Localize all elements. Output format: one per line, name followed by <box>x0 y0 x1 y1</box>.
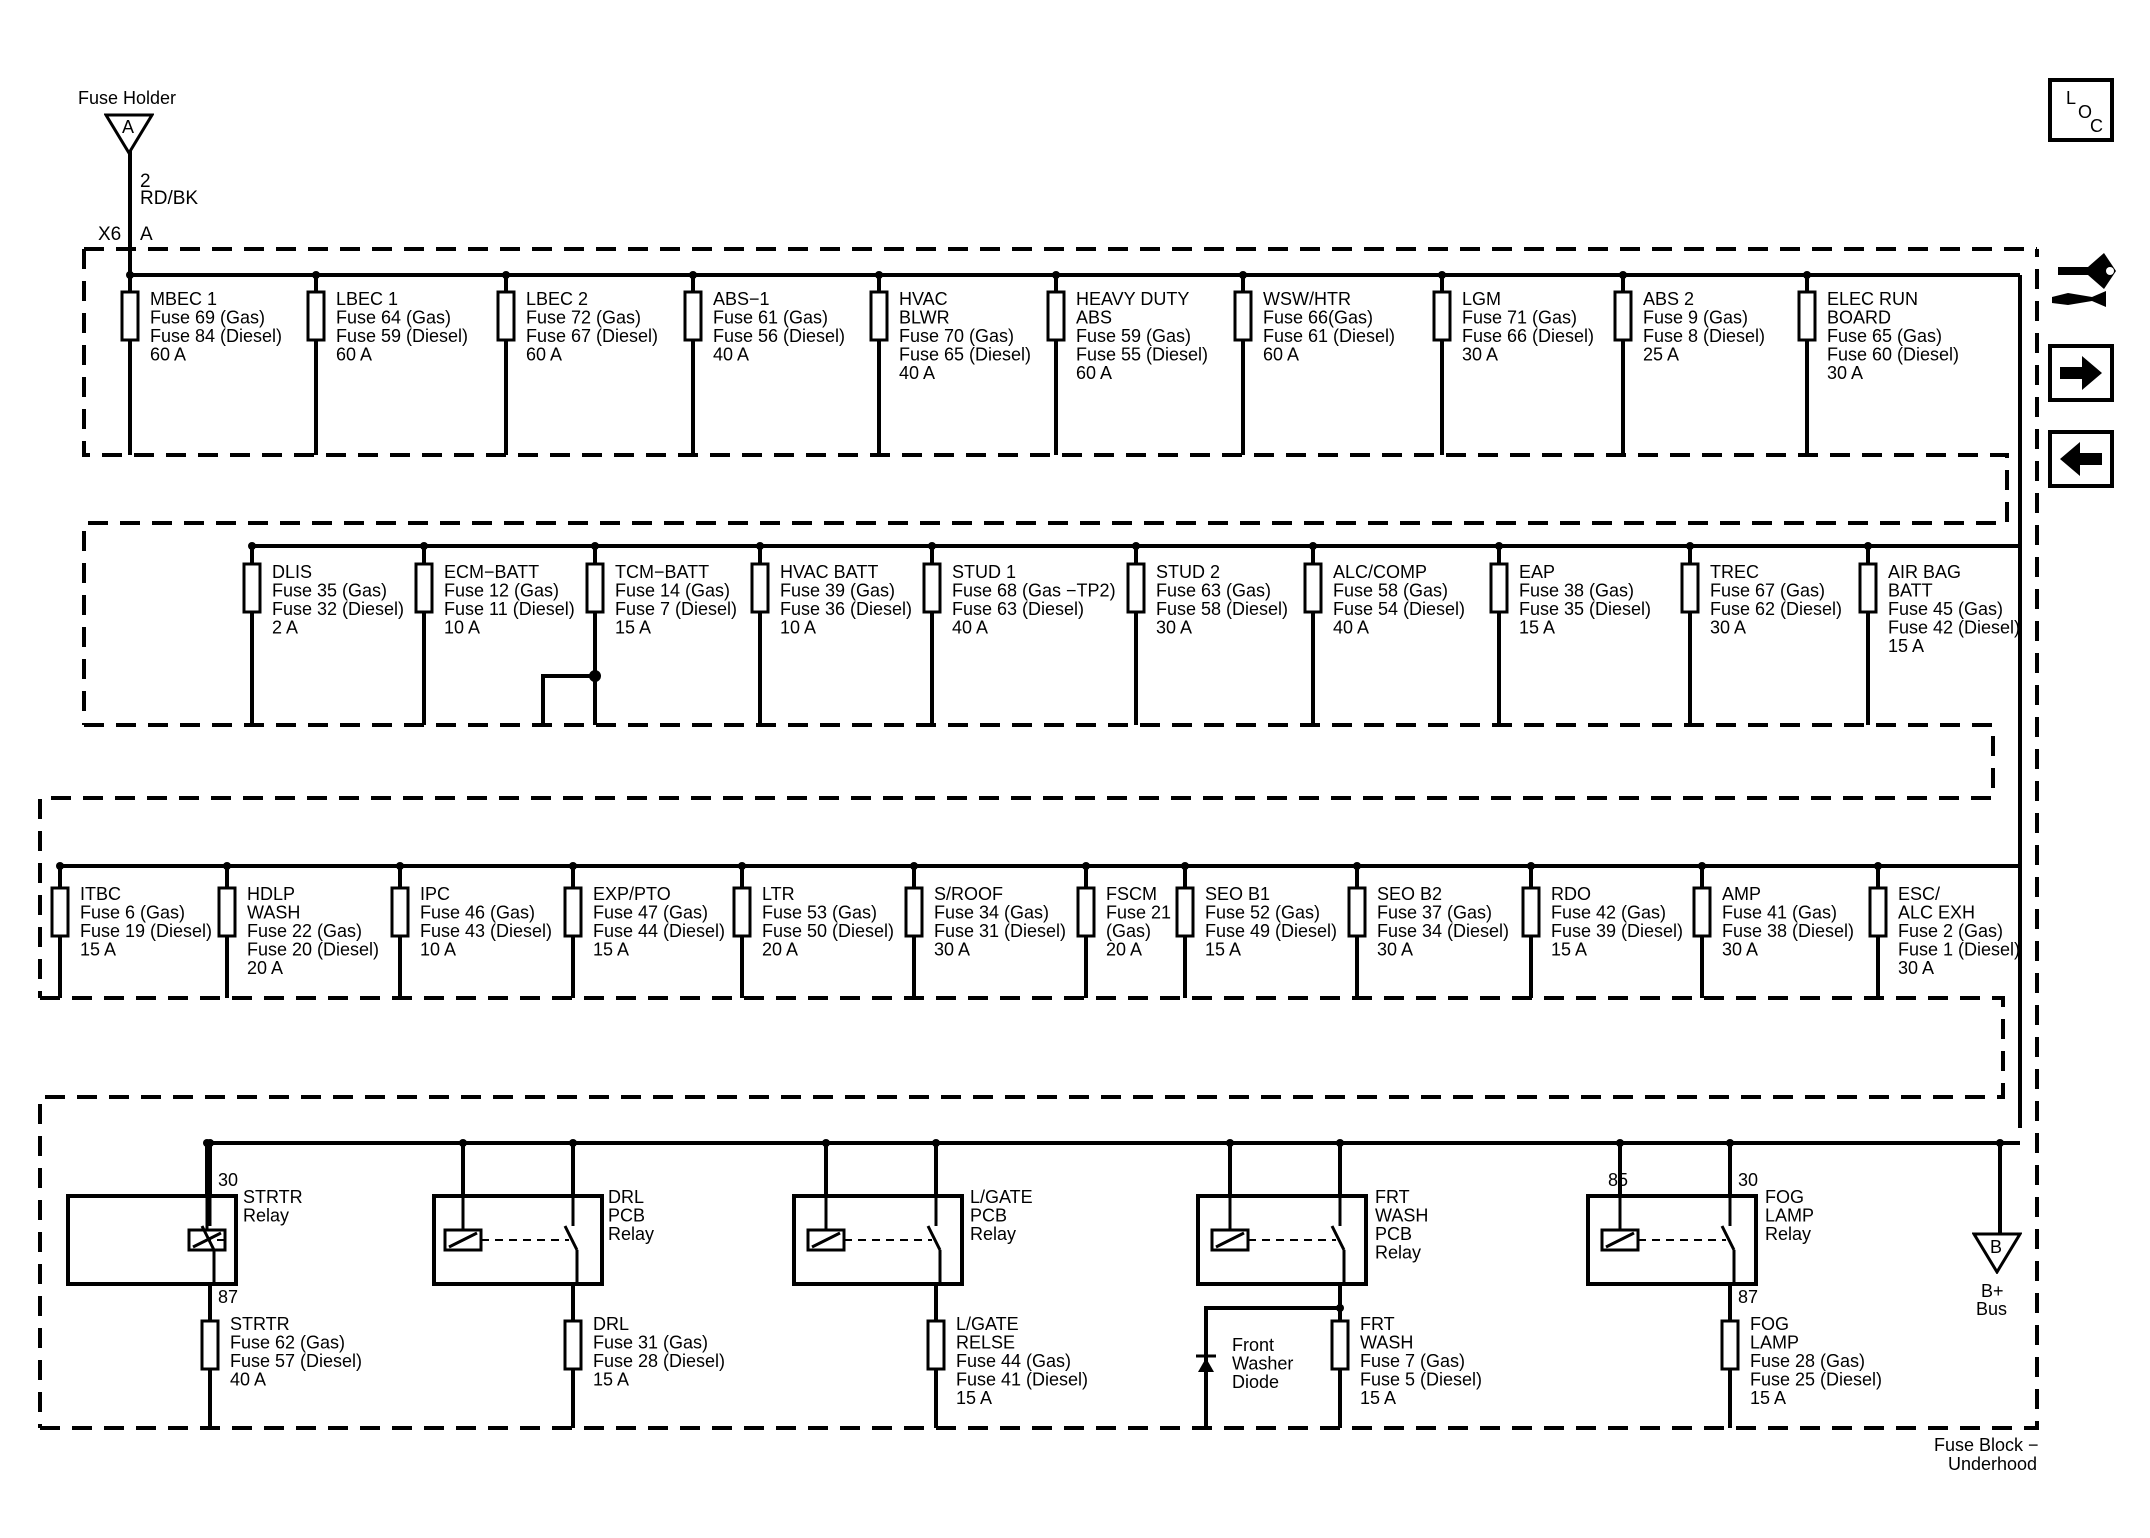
fuse-label-line: ALC EXH <box>1898 902 1976 923</box>
fuse-label-line: 60 A <box>1263 344 1300 365</box>
arrow-left-icon <box>2052 434 2110 484</box>
splice-dot <box>459 1139 467 1147</box>
relay-label-line: DRL <box>608 1187 645 1207</box>
relay-pin-87: 87 <box>218 1287 239 1307</box>
splice-dot <box>248 542 256 550</box>
fuse-label-line: Fuse 58 (Gas) <box>1333 580 1449 601</box>
fuse-label-line: 30 A <box>1710 617 1747 638</box>
splice-dot <box>569 862 577 870</box>
relay-fuse-label-line: 15 A <box>593 1369 630 1390</box>
relay-label-line: FOG <box>1765 1187 1804 1207</box>
fuse-label-line: Fuse 56 (Diesel) <box>713 326 846 346</box>
fuse-icon <box>1722 1321 1738 1369</box>
fuse-holder-connector <box>104 113 154 155</box>
fuse-label-line: 15 A <box>593 939 630 960</box>
splice-dot <box>1996 1139 2004 1147</box>
fuse-label-line: Fuse 65 (Diesel) <box>899 344 1032 365</box>
splice-dot <box>1082 862 1090 870</box>
fuse-label-line: LBEC 1 <box>336 289 399 309</box>
splice-dot <box>1132 542 1140 550</box>
splice-dot <box>1309 542 1317 550</box>
fuse-label-line: Fuse 47 (Gas) <box>593 902 709 923</box>
fuse-label-line: 30 A <box>1377 939 1414 960</box>
relay-pin-87: 87 <box>1738 1287 1759 1307</box>
fuse-label-line: BATT <box>1888 580 1933 601</box>
fuse-label-line: S/ROOF <box>934 884 1004 904</box>
wire-gauge: 2 <box>140 171 151 192</box>
fuse-icon <box>1860 564 1876 612</box>
fuse-label-line: 20 A <box>762 939 799 960</box>
arrow-left-button[interactable] <box>2048 430 2114 488</box>
fuse-label-line: Fuse 39 (Gas) <box>780 580 896 601</box>
relay-fuse-label-line: L/GATE <box>956 1314 1019 1334</box>
fuse-icon <box>734 888 750 936</box>
fuse-label-line: IPC <box>420 884 451 904</box>
splice-dot <box>1052 271 1060 279</box>
relay-fuse-label-line: Fuse 7 (Gas) <box>1360 1351 1466 1371</box>
loc-letter-c: C <box>2090 116 2103 136</box>
fuse-holder-label: Fuse Holder <box>78 88 177 108</box>
fuse-label-line: 30 A <box>1827 363 1864 383</box>
fuse-label-line: Fuse 58 (Diesel) <box>1156 599 1289 619</box>
fuse-label-line: ALC/COMP <box>1333 562 1428 582</box>
splice-dot <box>1616 1139 1624 1147</box>
relay-fuse-label-line: 15 A <box>1750 1388 1787 1408</box>
fuse-label-line: Fuse 65 (Gas) <box>1827 326 1943 346</box>
fuse-label-line: HVAC BATT <box>780 562 879 582</box>
fuse-icon <box>1434 292 1450 340</box>
splice-dot <box>1619 271 1627 279</box>
splice-dot <box>1864 542 1872 550</box>
fuse-label-line: EAP <box>1519 562 1556 582</box>
connector-wrench-icon[interactable] <box>2048 245 2118 325</box>
fuse-label-line: Fuse 6 (Gas) <box>80 902 186 923</box>
relay-fuse-label-line: LAMP <box>1750 1332 1800 1353</box>
fuse-label-line: Fuse 61 (Diesel) <box>1263 326 1396 346</box>
relay-fuse-label-line: 15 A <box>1360 1388 1397 1408</box>
fuse-label-line: Fuse 68 (Gas −TP2) <box>952 580 1116 601</box>
fuse-label-line: Fuse 12 (Gas) <box>444 580 560 601</box>
fuse-label-line: LGM <box>1462 289 1502 309</box>
fuse-label-line: WSW/HTR <box>1263 289 1351 309</box>
fuse-icon <box>1694 888 1710 936</box>
splice-dot <box>1239 271 1247 279</box>
fuse-icon <box>1870 888 1886 936</box>
fuse-icon <box>1349 888 1365 936</box>
fuse-block-label-1: Fuse Block − <box>1934 1435 2039 1455</box>
diode-label-line: Front <box>1232 1335 1275 1355</box>
fuse-icon <box>587 564 603 612</box>
relay-fuse-label-line: Fuse 28 (Gas) <box>1750 1351 1866 1371</box>
fuse-label-line: 30 A <box>1462 344 1499 365</box>
fuse-label-line: Fuse 67 (Gas) <box>1710 580 1826 601</box>
fuse-label-line: Fuse 38 (Diesel) <box>1722 921 1855 941</box>
fuse-icon <box>1235 292 1251 340</box>
splice-dot <box>1726 1139 1734 1147</box>
fuse-icon <box>498 292 514 340</box>
fuse-label-line: (Gas) <box>1106 921 1151 941</box>
splice-dot <box>689 271 697 279</box>
loc-button[interactable] <box>2048 78 2114 142</box>
relay-fuse-label-line: Fuse 44 (Gas) <box>956 1351 1072 1371</box>
block-connector: X6 <box>98 224 122 245</box>
splice-dot <box>396 862 404 870</box>
splice-dot <box>569 1139 577 1147</box>
splice-dot <box>223 862 231 870</box>
fuse-label-line: 30 A <box>1898 958 1935 978</box>
relay-fuse-label-line: Fuse 25 (Diesel) <box>1750 1369 1883 1390</box>
fuse-label-line: 30 A <box>934 939 971 960</box>
fuse-label-line: Fuse 42 (Diesel) <box>1888 617 2021 638</box>
fuse-icon <box>685 292 701 340</box>
wire-color: RD/BK <box>140 188 199 209</box>
splice-dot <box>1495 542 1503 550</box>
fuse-label-line: WASH <box>247 902 301 923</box>
fuse-icon <box>1128 564 1144 612</box>
fuse-label-line: Fuse 35 (Gas) <box>272 580 388 601</box>
splice-dot <box>1336 1139 1344 1147</box>
fuse-label-line: AIR BAG <box>1888 562 1962 582</box>
fuse-icon <box>244 564 260 612</box>
fuse-icon <box>752 564 768 612</box>
splice-dot <box>420 542 428 550</box>
fuse-label-line: 10 A <box>420 939 457 960</box>
fuse-label-line: ABS 2 <box>1643 289 1695 309</box>
relay-label-line: WASH <box>1375 1205 1429 1226</box>
relay-pin-85: 85 <box>1608 1170 1629 1190</box>
fuse-icon <box>219 888 235 936</box>
connector-letter: A <box>122 117 135 137</box>
fuse-label-line: Fuse 71 (Gas) <box>1462 307 1578 328</box>
jumper-wire <box>543 676 595 725</box>
relay-label-line: PCB <box>970 1205 1008 1226</box>
fuse-label-line: Fuse 54 (Diesel) <box>1333 599 1466 619</box>
fuse-label-line: TCM−BATT <box>615 562 710 582</box>
relay-label-line: Relay <box>1375 1242 1422 1263</box>
relay-pin-30: 30 <box>218 1170 239 1190</box>
fuse-icon <box>1177 888 1193 936</box>
fuse-label-line: Fuse 44 (Diesel) <box>593 921 726 941</box>
fuse-icon <box>308 292 324 340</box>
fuse-label-line: 30 A <box>1156 617 1193 638</box>
splice-dot <box>591 542 599 550</box>
fuse-label-line: HEAVY DUTY <box>1076 289 1190 309</box>
fuse-label-line: STUD 1 <box>952 562 1017 582</box>
splice-dot <box>126 271 134 279</box>
fuse-label-line: BLWR <box>899 307 950 328</box>
splice-dot <box>910 862 918 870</box>
fuse-label-line: 10 A <box>780 617 817 638</box>
fuse-label-line: 30 A <box>1722 939 1759 960</box>
fuse-label-line: FSCM <box>1106 884 1157 904</box>
fuse-label-line: Fuse 50 (Diesel) <box>762 921 895 941</box>
fuse-label-line: ELEC RUN <box>1827 289 1919 309</box>
splice-dot <box>1874 862 1882 870</box>
fuse-icon <box>565 888 581 936</box>
splice-dot <box>932 1139 940 1147</box>
fuse-label-line: 60 A <box>336 344 373 365</box>
fuse-label-line: Fuse 43 (Diesel) <box>420 921 553 941</box>
fuse-label-line: STUD 2 <box>1156 562 1221 582</box>
fuse-label-line: Fuse 60 (Diesel) <box>1827 344 1960 365</box>
block-pin: A <box>140 224 153 245</box>
fuse-label-line: 60 A <box>150 344 187 365</box>
splice-dot <box>502 271 510 279</box>
diode-label-line: Washer <box>1232 1353 1294 1374</box>
fuse-label-line: Fuse 41 (Gas) <box>1722 902 1838 923</box>
fuse-label-line: Fuse 62 (Diesel) <box>1710 599 1843 619</box>
fuse-label-line: 2 A <box>272 617 299 638</box>
fuse-label-line: Fuse 34 (Diesel) <box>1377 921 1510 941</box>
fuse-icon <box>52 888 68 936</box>
fuse-icon <box>928 1321 944 1369</box>
fuse-label-line: Fuse 8 (Diesel) <box>1643 326 1766 346</box>
fuse-icon <box>565 1321 581 1369</box>
relay-fuse-label-line: Fuse 57 (Diesel) <box>230 1351 363 1371</box>
fuse-label-line: ITBC <box>80 884 122 904</box>
relay-fuse-label-line: FRT <box>1360 1314 1395 1334</box>
fuse-label-line: Fuse 55 (Diesel) <box>1076 344 1209 365</box>
fuse-label-line: Fuse 66 (Diesel) <box>1462 326 1595 346</box>
splice-dot <box>1686 542 1694 550</box>
bus-letter: B <box>1990 1237 2003 1257</box>
splice-dot <box>1438 271 1446 279</box>
fuse-label-line: Fuse 34 (Gas) <box>934 902 1050 923</box>
fuse-label-line: 15 A <box>1888 636 1925 656</box>
fuse-label-line: Fuse 7 (Diesel) <box>615 599 738 619</box>
diode-icon <box>1198 1358 1214 1372</box>
splice-dot <box>928 542 936 550</box>
bus-connector <box>1972 1232 2022 1274</box>
relay-label-line: L/GATE <box>970 1187 1033 1207</box>
fuse-label-line: LBEC 2 <box>526 289 589 309</box>
bus-label-2: Bus <box>1976 1299 2008 1319</box>
relay-label-line: LAMP <box>1765 1205 1815 1226</box>
relay-fuse-label-line: Fuse 41 (Diesel) <box>956 1369 1089 1390</box>
fuse-label-line: Fuse 42 (Gas) <box>1551 902 1667 923</box>
fuse-label-line: Fuse 84 (Diesel) <box>150 326 283 346</box>
fuse-label-line: 60 A <box>526 344 563 365</box>
fuse-label-line: Fuse 32 (Diesel) <box>272 599 405 619</box>
fuse-label-line: Fuse 67 (Diesel) <box>526 326 659 346</box>
fuse-block-label-2: Underhood <box>1948 1454 2038 1474</box>
fuse-label-line: Fuse 22 (Gas) <box>247 921 363 941</box>
fuse-label-line: Fuse 37 (Gas) <box>1377 902 1493 923</box>
fuse-label-line: 15 A <box>1519 617 1556 638</box>
fuse-label-line: LTR <box>762 884 795 904</box>
relay-fuse-label-line: 40 A <box>230 1369 267 1390</box>
fuse-label-line: Fuse 63 (Diesel) <box>952 599 1085 619</box>
fuse-label-line: Fuse 38 (Gas) <box>1519 580 1635 601</box>
relay-label-line: FRT <box>1375 1187 1410 1207</box>
fuse-label-line: 20 A <box>247 958 284 978</box>
fuse-label-line: Fuse 1 (Diesel) <box>1898 939 2021 960</box>
fuse-label-line: 20 A <box>1106 939 1143 960</box>
fuse-label-line: RDO <box>1551 884 1591 904</box>
fuse-icon <box>871 292 887 340</box>
fuse-label-line: ECM−BATT <box>444 562 540 582</box>
relay-pin-30: 30 <box>1738 1170 1759 1190</box>
fuse-label-line: Fuse 70 (Gas) <box>899 326 1015 346</box>
fuse-label-line: EXP/PTO <box>593 884 671 904</box>
fuse-icon <box>1491 564 1507 612</box>
fuse-label-line: ESC/ <box>1898 884 1941 904</box>
fuse-label-line: Fuse 45 (Gas) <box>1888 599 2004 619</box>
relay-fuse-label-line: Fuse 28 (Diesel) <box>593 1351 726 1371</box>
fuse-icon <box>122 292 138 340</box>
splice-dot <box>822 1139 830 1147</box>
fuse-label-line: SEO B2 <box>1377 884 1443 904</box>
relay-fuse-label-line: DRL <box>593 1314 630 1334</box>
relay-label-line: Relay <box>970 1224 1017 1244</box>
relay-fuse-label-line: RELSE <box>956 1332 1016 1353</box>
splice-dot <box>1226 1139 1234 1147</box>
fuse-label-line: 40 A <box>1333 617 1370 638</box>
splice-dot <box>875 271 883 279</box>
splice-dot <box>1527 862 1535 870</box>
fuse-icon <box>906 888 922 936</box>
splice-dot <box>1336 1304 1344 1312</box>
relay-fuse-label-line: WASH <box>1360 1332 1414 1353</box>
splice-dot <box>1353 862 1361 870</box>
fuse-label-line: ABS <box>1076 307 1113 328</box>
fuse-label-line: SEO B1 <box>1205 884 1271 904</box>
fuse-label-line: 25 A <box>1643 344 1680 365</box>
relay-label-line: Relay <box>1765 1224 1812 1244</box>
relay-fuse-label-line: Fuse 5 (Diesel) <box>1360 1369 1483 1390</box>
fuse-label-line: 15 A <box>1205 939 1242 960</box>
fuse-icon <box>1305 564 1321 612</box>
fuse-icon <box>202 1321 218 1369</box>
fuse-icon <box>1048 292 1064 340</box>
arrow-right-button[interactable] <box>2048 344 2114 402</box>
loc-letter-o: O <box>2078 102 2093 122</box>
fuse-label-line: Fuse 2 (Gas) <box>1898 921 2004 941</box>
fuse-label-line: Fuse 36 (Diesel) <box>780 599 913 619</box>
fuse-icon <box>392 888 408 936</box>
fuse-label-line: Fuse 59 (Diesel) <box>336 326 469 346</box>
splice-dot <box>56 862 64 870</box>
fuse-label-line: ABS−1 <box>713 289 770 309</box>
fuse-label-line: Fuse 35 (Diesel) <box>1519 599 1652 619</box>
fuse-label-line: Fuse 14 (Gas) <box>615 580 731 601</box>
fuse-label-line: DLIS <box>272 562 313 582</box>
splice-dot <box>1698 862 1706 870</box>
fuse-label-line: 15 A <box>1551 939 1588 960</box>
fuse-icon <box>924 564 940 612</box>
loc-letter-l: L <box>2066 88 2077 108</box>
diode-label-line: Diode <box>1232 1372 1280 1392</box>
fuse-label-line: Fuse 69 (Gas) <box>150 307 266 328</box>
relay-fuse-label-line: STRTR <box>230 1314 290 1334</box>
fuse-label-line: BOARD <box>1827 307 1892 328</box>
relay-label-line: PCB <box>1375 1224 1413 1244</box>
relay-fuse-label-line: Fuse 62 (Gas) <box>230 1332 346 1353</box>
fuse-label-line: Fuse 61 (Gas) <box>713 307 829 328</box>
fuse-label-line: 10 A <box>444 617 481 638</box>
fuse-label-line: Fuse 46 (Gas) <box>420 902 536 923</box>
fuse-label-line: Fuse 21 <box>1106 902 1172 923</box>
relay-fuse-label-line: 15 A <box>956 1388 993 1408</box>
fuse-icon <box>1615 292 1631 340</box>
relay-fuse-label-line: FOG <box>1750 1314 1789 1334</box>
fuse-icon <box>1332 1321 1348 1369</box>
splice-dot <box>1181 862 1189 870</box>
fuse-label-line: MBEC 1 <box>150 289 218 309</box>
fuse-label-line: Fuse 72 (Gas) <box>526 307 642 328</box>
fuse-label-line: Fuse 53 (Gas) <box>762 902 878 923</box>
fuse-icon <box>1682 564 1698 612</box>
fuse-label-line: Fuse 31 (Diesel) <box>934 921 1067 941</box>
fuse-label-line: TREC <box>1710 562 1759 582</box>
relay-label-line: PCB <box>608 1205 646 1226</box>
fuse-label-line: Fuse 66(Gas) <box>1263 307 1374 328</box>
fuse-label-line: Fuse 19 (Diesel) <box>80 921 213 941</box>
fuse-label-line: HVAC <box>899 289 948 309</box>
fuse-label-line: Fuse 59 (Gas) <box>1076 326 1192 346</box>
fuse-label-line: 40 A <box>952 617 989 638</box>
fuse-label-line: 60 A <box>1076 363 1113 383</box>
splice-dot <box>206 1139 214 1147</box>
fuse-label-line: 40 A <box>713 344 750 365</box>
fuse-label-line: AMP <box>1722 884 1762 904</box>
splice-dot <box>738 862 746 870</box>
splice-dot <box>312 271 320 279</box>
fuse-label-line: 15 A <box>80 939 117 960</box>
fuse-label-line: Fuse 64 (Gas) <box>336 307 452 328</box>
relay-label-line: STRTR <box>243 1187 303 1207</box>
fuse-label-line: Fuse 9 (Gas) <box>1643 307 1749 328</box>
fuse-label-line: 15 A <box>615 617 652 638</box>
relay-fuse-label-line: Fuse 31 (Gas) <box>593 1332 709 1353</box>
splice-dot <box>756 542 764 550</box>
fuse-label-line: HDLP <box>247 884 296 904</box>
fuse-icon <box>1523 888 1539 936</box>
fuse-label-line: Fuse 11 (Diesel) <box>444 599 575 619</box>
fuse-icon <box>1799 292 1815 340</box>
fuse-label-line: Fuse 39 (Diesel) <box>1551 921 1684 941</box>
fuse-icon <box>1078 888 1094 936</box>
relay-label-line: Relay <box>608 1224 655 1244</box>
fuse-label-line: Fuse 52 (Gas) <box>1205 902 1321 923</box>
fuse-label-line: Fuse 49 (Diesel) <box>1205 921 1338 941</box>
fuse-label-line: 40 A <box>899 363 936 383</box>
bus-label-1: B+ <box>1981 1281 2004 1301</box>
relay-label-line: Relay <box>243 1205 290 1226</box>
arrow-right-icon <box>2052 348 2110 398</box>
fuse-icon <box>416 564 432 612</box>
splice-dot <box>1803 271 1811 279</box>
fuse-label-line: Fuse 63 (Gas) <box>1156 580 1272 601</box>
fuse-label-line: Fuse 20 (Diesel) <box>247 939 380 960</box>
